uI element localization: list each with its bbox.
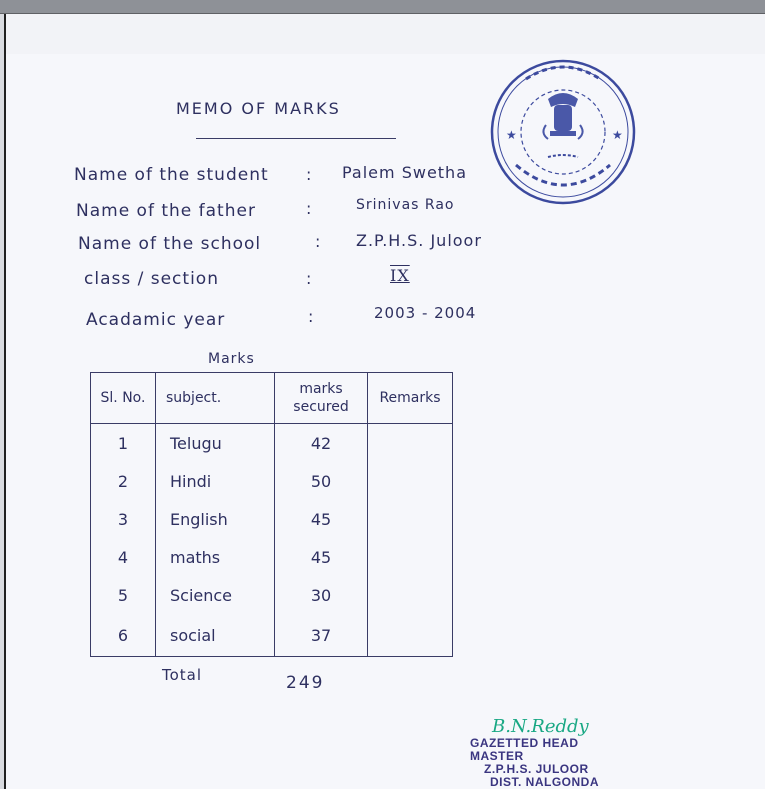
cell-marks: 42	[275, 424, 368, 463]
header-marks: marks secured	[275, 373, 368, 424]
cell-subject: Hindi	[156, 462, 275, 500]
field-label-class: class / section	[84, 269, 219, 289]
header-subject: subject.	[156, 373, 275, 424]
stamp-line: DIST. NALGONDA	[490, 775, 599, 789]
field-colon: :	[315, 232, 322, 251]
cell-subject: social	[156, 614, 275, 657]
marks-table	[90, 372, 453, 657]
cell-marks: 37	[275, 614, 368, 657]
svg-text:★: ★	[612, 128, 623, 142]
cell-remarks	[368, 614, 453, 657]
field-colon: :	[308, 307, 315, 326]
table-row	[91, 424, 453, 463]
stamp-line: Z.P.H.S. JULOOR	[484, 762, 589, 776]
cell-marks: 30	[275, 576, 368, 614]
cell-remarks	[368, 462, 453, 500]
headmaster-stamp	[470, 716, 620, 789]
cell-sl: 4	[91, 538, 156, 576]
table-caption: Marks	[208, 351, 255, 367]
cell-marks: 45	[275, 538, 368, 576]
table-row	[91, 462, 453, 500]
field-label-student: Name of the student	[74, 165, 269, 185]
cell-subject: Science	[156, 576, 275, 614]
cell-sl: 2	[91, 462, 156, 500]
cell-remarks	[368, 538, 453, 576]
cell-sl: 6	[91, 614, 156, 657]
field-value-year: 2003 - 2004	[374, 304, 477, 322]
total-value: 249	[286, 673, 325, 693]
field-value-father: Srinivas Rao	[356, 197, 455, 213]
table-row	[91, 576, 453, 614]
field-label-year: Acadamic year	[86, 310, 226, 330]
header-sl-no: Sl. No.	[91, 373, 156, 424]
cell-marks: 50	[275, 462, 368, 500]
field-label-father: Name of the father	[76, 201, 256, 221]
cell-marks: 45	[275, 500, 368, 538]
cell-sl: 5	[91, 576, 156, 614]
cell-subject: maths	[156, 538, 275, 576]
cell-sl: 1	[91, 424, 156, 463]
field-value-class: IX	[390, 266, 410, 285]
table-header-row	[91, 373, 453, 424]
title-underline	[196, 138, 396, 139]
field-label-school: Name of the school	[78, 234, 262, 254]
cell-subject: Telugu	[156, 424, 275, 463]
header-remarks: Remarks	[368, 373, 453, 424]
field-colon: :	[306, 269, 313, 288]
field-value-school: Z.P.H.S. Juloor	[356, 231, 482, 250]
field-colon: :	[306, 165, 313, 184]
cell-remarks	[368, 500, 453, 538]
stamp-line: GAZETTED HEAD MASTER	[470, 736, 579, 763]
table-row	[91, 500, 453, 538]
total-label: Total	[162, 666, 203, 684]
field-colon: :	[306, 199, 313, 218]
field-value-student: Palem Swetha	[342, 163, 467, 182]
cell-subject: English	[156, 500, 275, 538]
table-row	[91, 538, 453, 576]
window-title-bar	[0, 0, 765, 14]
table-row	[91, 614, 453, 657]
cell-remarks	[368, 576, 453, 614]
cell-remarks	[368, 424, 453, 463]
memo-title: MEMO OF MARKS	[176, 99, 341, 118]
signature: B.N.Reddy	[492, 716, 589, 737]
cell-sl: 3	[91, 500, 156, 538]
svg-text:★: ★	[506, 128, 517, 142]
school-seal-icon	[486, 57, 640, 207]
